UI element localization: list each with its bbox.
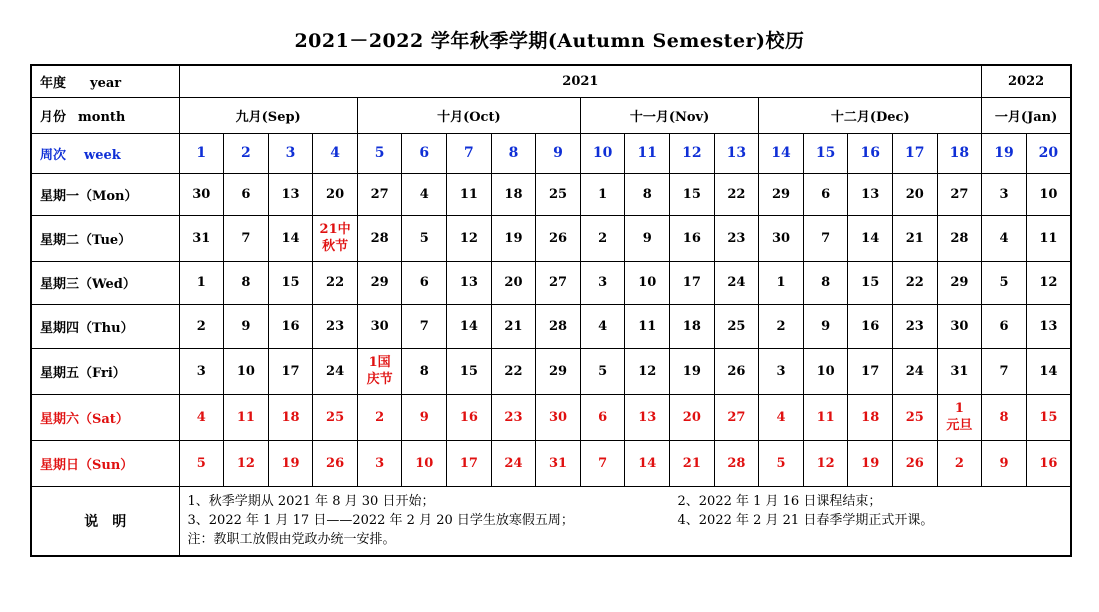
date-cell: 13 (268, 173, 313, 215)
date-cell: 20 (313, 173, 358, 215)
week-number: 2 (224, 133, 269, 173)
date-cell: 5 (179, 440, 224, 486)
date-cell: 7 (224, 215, 269, 261)
date-cell: 12 (224, 440, 269, 486)
date-cell: 7 (580, 440, 625, 486)
date-cell: 14 (848, 215, 893, 261)
month-label-cell (31, 97, 179, 133)
date-cell: 30 (759, 215, 804, 261)
week-row (31, 133, 1071, 173)
date-cell: 13 (447, 261, 492, 304)
week-number: 19 (982, 133, 1027, 173)
week-number: 5 (357, 133, 402, 173)
date-cell: 9 (402, 394, 447, 440)
date-cell: 11 (224, 394, 269, 440)
notes-label: 说 明 (31, 486, 179, 556)
date-cell: 4 (759, 394, 804, 440)
week-number: 1 (179, 133, 224, 173)
note-1: 1、秋季学期从 2021 年 8 月 30 日开始； (187, 494, 435, 510)
month-sep: 九月(Sep) (179, 97, 357, 133)
date-cell: 19 (491, 215, 536, 261)
date-cell: 31 (536, 440, 581, 486)
date-cell: 30 (536, 394, 581, 440)
date-cell: 21 (893, 215, 938, 261)
date-cell: 6 (224, 173, 269, 215)
day-label: 星期三（Wed） (31, 261, 179, 304)
week-number: 20 (1026, 133, 1071, 173)
day-label: 星期六（Sat） (31, 394, 179, 440)
date-cell: 12 (447, 215, 492, 261)
date-cell: 10 (1026, 173, 1071, 215)
date-cell: 24 (313, 348, 358, 394)
date-cell: 17 (848, 348, 893, 394)
date-cell: 1 (179, 261, 224, 304)
date-cell: 30 (937, 304, 982, 348)
note-5: 注：教职工放假由党政办统一安排。 (187, 532, 396, 548)
date-cell: 2 (357, 394, 402, 440)
date-cell: 8 (982, 394, 1027, 440)
date-cell: 11 (1026, 215, 1071, 261)
date-cell: 25 (313, 394, 358, 440)
date-cell: 1 (759, 261, 804, 304)
date-cell: 18 (268, 394, 313, 440)
date-cell: 9 (224, 304, 269, 348)
date-cell: 18 (848, 394, 893, 440)
date-cell: 19 (848, 440, 893, 486)
date-cell: 26 (893, 440, 938, 486)
date-cell: 16 (848, 304, 893, 348)
day-row (31, 261, 1071, 304)
week-number: 13 (714, 133, 759, 173)
date-cell: 17 (447, 440, 492, 486)
week-number: 7 (447, 133, 492, 173)
date-cell: 16 (447, 394, 492, 440)
date-cell: 1 元旦 (937, 394, 982, 440)
date-cell: 24 (714, 261, 759, 304)
date-cell: 27 (937, 173, 982, 215)
date-cell: 12 (625, 348, 670, 394)
date-cell: 24 (491, 440, 536, 486)
page-title: 2021－2022 学年秋季学期(Autumn Semester)校历 (294, 30, 805, 52)
date-cell: 13 (848, 173, 893, 215)
date-cell: 8 (224, 261, 269, 304)
day-label: 星期五（Fri） (31, 348, 179, 394)
date-cell: 29 (536, 348, 581, 394)
date-cell: 21中 秋节 (313, 215, 358, 261)
date-cell: 23 (313, 304, 358, 348)
date-cell: 23 (893, 304, 938, 348)
note-3: 3、2022 年 1 月 17 日——2022 年 2 月 20 日学生放寒假五周； (187, 513, 574, 529)
date-cell: 9 (982, 440, 1027, 486)
week-number: 11 (625, 133, 670, 173)
day-row (31, 394, 1071, 440)
notes-row (31, 486, 1071, 556)
date-cell: 7 (803, 215, 848, 261)
date-cell: 2 (759, 304, 804, 348)
month-oct: 十月(Oct) (357, 97, 580, 133)
date-cell: 3 (759, 348, 804, 394)
date-cell: 2 (179, 304, 224, 348)
day-label: 星期一（Mon） (31, 173, 179, 215)
week-label-en: week (84, 147, 121, 163)
week-label-cell (31, 133, 179, 173)
date-cell: 9 (803, 304, 848, 348)
month-nov: 十一月(Nov) (580, 97, 758, 133)
date-cell: 6 (402, 261, 447, 304)
date-cell: 5 (982, 261, 1027, 304)
date-cell: 23 (491, 394, 536, 440)
date-cell: 10 (224, 348, 269, 394)
month-row (31, 97, 1071, 133)
year-label-en: year (90, 75, 122, 91)
date-cell: 16 (670, 215, 715, 261)
date-cell: 5 (580, 348, 625, 394)
date-cell: 2 (937, 440, 982, 486)
date-cell: 16 (268, 304, 313, 348)
date-cell: 6 (580, 394, 625, 440)
week-number: 4 (313, 133, 358, 173)
date-cell: 31 (179, 215, 224, 261)
month-label-en: month (78, 109, 126, 125)
date-cell: 1国 庆节 (357, 348, 402, 394)
date-cell: 3 (580, 261, 625, 304)
date-cell: 6 (803, 173, 848, 215)
date-cell: 20 (893, 173, 938, 215)
date-cell: 15 (1026, 394, 1071, 440)
date-cell: 17 (670, 261, 715, 304)
year-row (31, 65, 1071, 97)
date-cell: 18 (670, 304, 715, 348)
week-number: 12 (670, 133, 715, 173)
date-cell: 13 (625, 394, 670, 440)
month-dec: 十二月(Dec) (759, 97, 982, 133)
date-cell: 12 (803, 440, 848, 486)
date-cell: 7 (982, 348, 1027, 394)
week-number: 10 (580, 133, 625, 173)
date-cell: 14 (625, 440, 670, 486)
day-label: 星期二（Tue） (31, 215, 179, 261)
date-cell: 29 (759, 173, 804, 215)
date-cell: 27 (714, 394, 759, 440)
date-cell: 17 (268, 348, 313, 394)
date-cell: 14 (447, 304, 492, 348)
note-4: 4、2022 年 2 月 21 日春季学期正式开课。 (677, 513, 934, 529)
month-jan: 一月(Jan) (982, 97, 1071, 133)
date-cell: 25 (536, 173, 581, 215)
date-cell: 15 (848, 261, 893, 304)
date-cell: 1 (580, 173, 625, 215)
day-row (31, 440, 1071, 486)
notes-cell (179, 486, 1071, 556)
date-cell: 25 (893, 394, 938, 440)
day-row (31, 304, 1071, 348)
date-cell: 29 (937, 261, 982, 304)
day-row (31, 348, 1071, 394)
date-cell: 4 (982, 215, 1027, 261)
date-cell: 22 (893, 261, 938, 304)
date-cell: 5 (759, 440, 804, 486)
week-number: 17 (893, 133, 938, 173)
week-number: 18 (937, 133, 982, 173)
date-cell: 14 (1026, 348, 1071, 394)
week-number: 3 (268, 133, 313, 173)
date-cell: 5 (402, 215, 447, 261)
date-cell: 9 (625, 215, 670, 261)
date-cell: 13 (1026, 304, 1071, 348)
note-2: 2、2022 年 1 月 16 日课程结束； (677, 494, 882, 510)
date-cell: 2 (580, 215, 625, 261)
date-cell: 24 (893, 348, 938, 394)
date-cell: 20 (670, 394, 715, 440)
day-label: 星期四（Thu） (31, 304, 179, 348)
week-number: 6 (402, 133, 447, 173)
date-cell: 19 (670, 348, 715, 394)
date-cell: 10 (803, 348, 848, 394)
date-cell: 31 (937, 348, 982, 394)
date-cell: 28 (357, 215, 402, 261)
date-cell: 26 (714, 348, 759, 394)
date-cell: 30 (357, 304, 402, 348)
date-cell: 27 (357, 173, 402, 215)
date-cell: 4 (179, 394, 224, 440)
date-cell: 26 (536, 215, 581, 261)
date-cell: 21 (670, 440, 715, 486)
date-cell: 22 (491, 348, 536, 394)
date-cell: 4 (580, 304, 625, 348)
date-cell: 11 (447, 173, 492, 215)
year-label: 年度 (40, 75, 67, 91)
date-cell: 20 (491, 261, 536, 304)
date-cell: 18 (491, 173, 536, 215)
day-row (31, 173, 1071, 215)
date-cell: 15 (447, 348, 492, 394)
date-cell: 10 (625, 261, 670, 304)
week-number: 9 (536, 133, 581, 173)
date-cell: 25 (714, 304, 759, 348)
date-cell: 21 (491, 304, 536, 348)
week-label: 周次 (40, 147, 67, 163)
date-cell: 30 (179, 173, 224, 215)
day-row (31, 215, 1071, 261)
year-2022: 2022 (982, 65, 1071, 97)
day-rows (31, 173, 1071, 486)
date-cell: 8 (625, 173, 670, 215)
date-cell: 19 (268, 440, 313, 486)
date-cell: 11 (625, 304, 670, 348)
date-cell: 14 (268, 215, 313, 261)
date-cell: 10 (402, 440, 447, 486)
date-cell: 3 (357, 440, 402, 486)
calendar-table (30, 64, 1072, 557)
date-cell: 3 (982, 173, 1027, 215)
date-cell: 12 (1026, 261, 1071, 304)
date-cell: 23 (714, 215, 759, 261)
week-number: 15 (803, 133, 848, 173)
year-label-cell (31, 65, 179, 97)
date-cell: 7 (402, 304, 447, 348)
day-label: 星期日（Sun） (31, 440, 179, 486)
date-cell: 15 (268, 261, 313, 304)
date-cell: 8 (803, 261, 848, 304)
date-cell: 22 (313, 261, 358, 304)
date-cell: 3 (179, 348, 224, 394)
date-cell: 6 (982, 304, 1027, 348)
week-number: 16 (848, 133, 893, 173)
date-cell: 28 (937, 215, 982, 261)
date-cell: 8 (402, 348, 447, 394)
date-cell: 26 (313, 440, 358, 486)
month-label: 月份 (40, 109, 67, 125)
date-cell: 22 (714, 173, 759, 215)
date-cell: 28 (536, 304, 581, 348)
date-cell: 29 (357, 261, 402, 304)
week-number: 14 (759, 133, 804, 173)
year-2021: 2021 (179, 65, 982, 97)
date-cell: 28 (714, 440, 759, 486)
date-cell: 27 (536, 261, 581, 304)
week-number: 8 (491, 133, 536, 173)
date-cell: 15 (670, 173, 715, 215)
date-cell: 4 (402, 173, 447, 215)
date-cell: 16 (1026, 440, 1071, 486)
date-cell: 11 (803, 394, 848, 440)
